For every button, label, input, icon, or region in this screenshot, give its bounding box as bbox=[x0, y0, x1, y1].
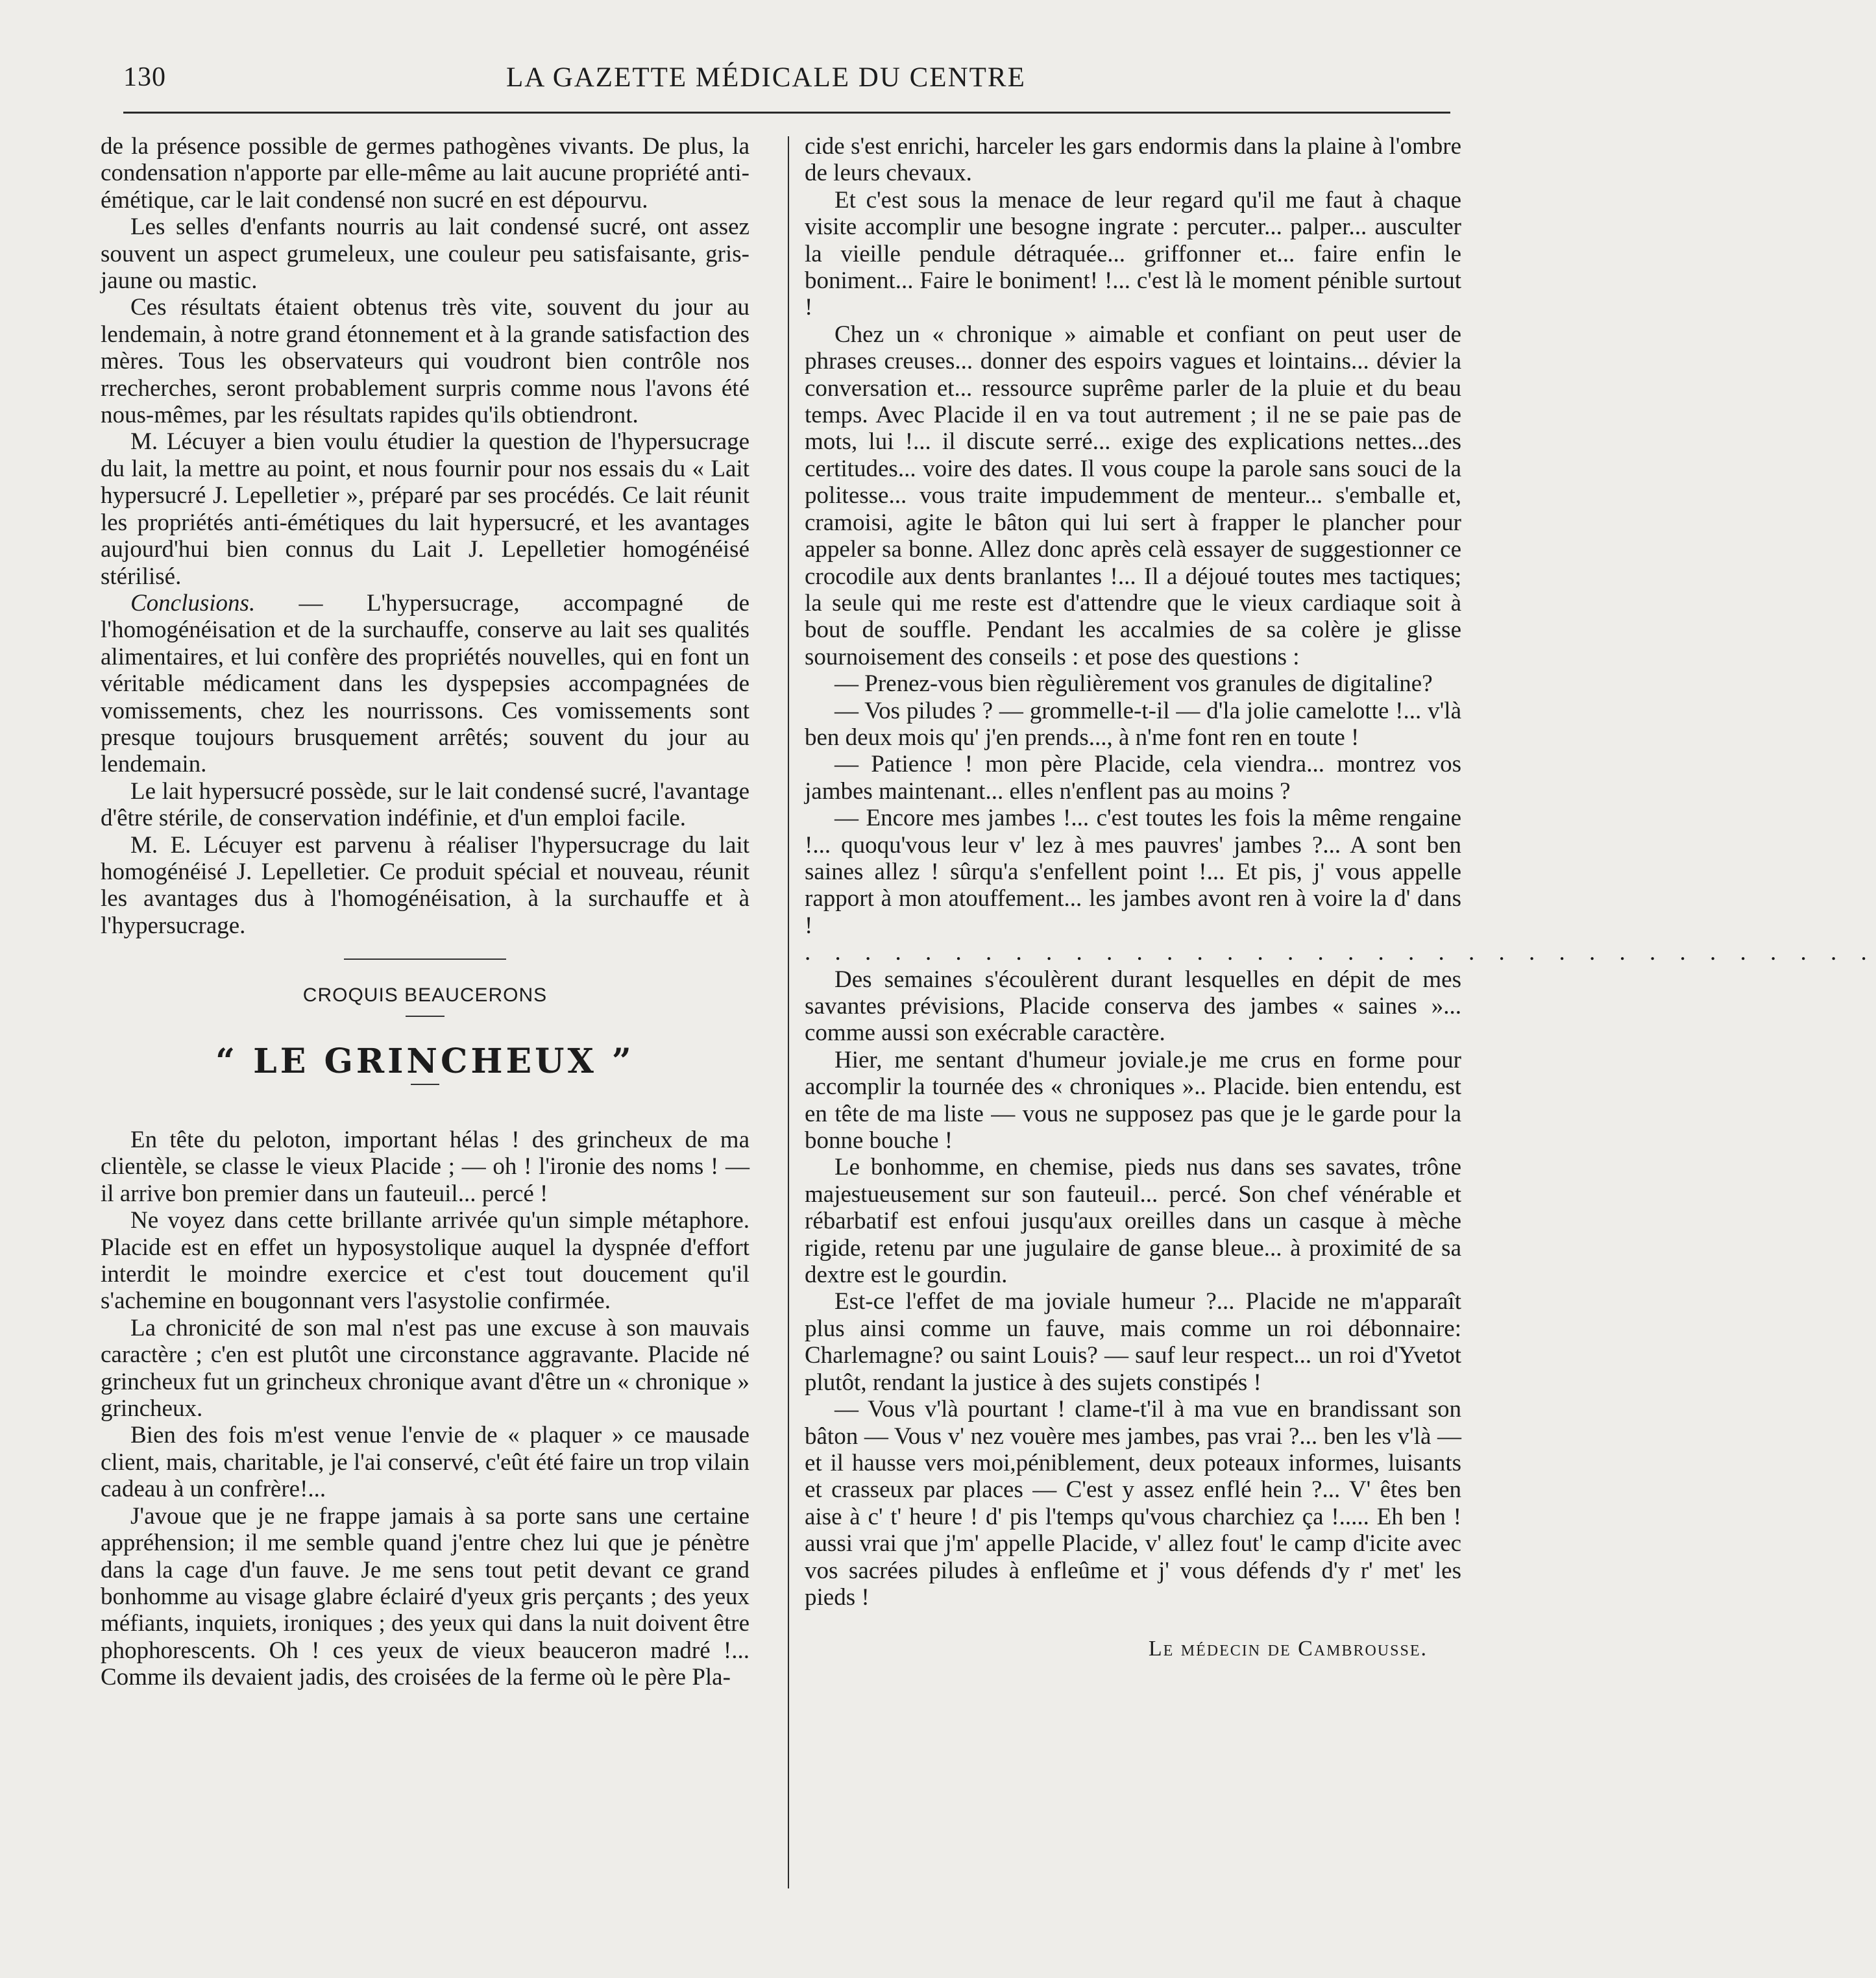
conclusions-label: Conclusions. bbox=[130, 589, 256, 617]
conclusions-text: — L'hypersucrage, accompagné de l'homogénéisation et de la surchauffe, conserve au lait ses qualités alimentaires, et lui confère des propriétés nouvelles, qui en font un véritable médicament dans les dyspepsies accompagnées de vomissements, chez les nourrissons. Ces vomissements sont presque toujours brusquement arrêtés; souvent du jour au lendemain. bbox=[101, 589, 749, 778]
story-paragraph: Et c'est sous la menace de leur regard qu'il me faut à chaque visite accomplir une besogne ingrate : percuter... palper... ausculter la vieille pendule détraquée... griffonner et... faire enfin le boniment... Faire le boniment! !... c'est là le moment pénible surtout ! bbox=[805, 186, 1461, 321]
section-label: CROQUIS BEAUCERONS bbox=[302, 984, 548, 1007]
paragraph: Ces résultats étaient obtenus très vite, souvent du jour au lendemain, à notre grand étonnement et à la grande satisfaction des mères. Tous les observateurs qui voudront bien contrôle nos rrecherches, seront probablement surpris comme nous l'avons été nous-mêmes, par les résultats rapides qu'ils obtiendront. bbox=[101, 294, 749, 429]
story-paragraph: Hier, me sentant d'humeur joviale.je me crus en forme pour accomplir la tournée des « chroniques ».. Placide. bien entendu, est en tête de ma liste — vous ne supposez pas que je le garde pour la bonne bouche ! bbox=[805, 1046, 1461, 1154]
story-paragraph: En tête du peloton, important hélas ! des grincheux de ma clientèle, se classe le vieux Placide ; — oh ! l'ironie des noms ! — il arrive bon premier dans un fauteuil... percé ! bbox=[101, 1127, 749, 1207]
dialogue-line: — Encore mes jambes !... c'est toutes les fois la même rengaine !... quoqu'vous leur v' lez à mes pauvres' jambes ?... A sont ben saines allez ! sûrqu'a s'enfellent point !... Et pis, j' vous appelle rapport à mon atouffement... les jambes avont ren à voire la d' dans ! bbox=[805, 805, 1461, 939]
article-title: “ LE GRINCHEUX ” bbox=[215, 1041, 635, 1081]
section-label-rule bbox=[406, 1016, 445, 1017]
story-paragraph: Ne voyez dans cette brillante arrivée qu'un simple métaphore. Placide est en effet un hyposystolique auquel la dyspnée d'effort interdit le moindre exercice et c'est tout doucement qu'il s'achemine en bougonnant vers l'asystolie confirmée. bbox=[101, 1207, 749, 1315]
column-divider bbox=[788, 136, 789, 1888]
left-column bbox=[101, 133, 749, 1691]
right-column bbox=[805, 133, 1876, 1663]
ellipsis-separator: . . . . . . . . . . . . . . . . . . . . . . . . . . . . . . . . . . . . bbox=[805, 939, 1876, 966]
header-rule bbox=[123, 112, 1450, 114]
paragraph: de la présence possible de germes pathogènes vivants. De plus, la condensation n'apporte par elle-même au lait aucune propriété anti-émétique, car le lait condensé non sucré en est dépourvu. bbox=[101, 133, 749, 214]
story-paragraph: cide s'est enrichi, harceler les gars endormis dans la plaine à l'ombre de leurs chevaux. bbox=[805, 133, 1461, 187]
story-paragraph: Le bonhomme, en chemise, pieds nus dans ses savates, trône majestueusement sur son fauteuil... percé. Son chef vénérable et rébarbatif est enfoui jusqu'aux oreilles dans un casque à mèche rigide, retenu par une jugulaire de ganse bleue... à proximité de sa dextre est le gourdin. bbox=[805, 1154, 1461, 1289]
article-title-rule bbox=[411, 1084, 439, 1085]
story-paragraph: La chronicité de son mal n'est pas une excuse à son mauvais caractère ; c'en est plutôt une circonstance aggravante. Placide né grincheux fut un grincheux chronique avant d'être un « chronique » grincheux. bbox=[101, 1314, 749, 1422]
paragraph: Le lait hypersucré possède, sur le lait condensé sucré, l'avantage d'être stérile, de conservation indéfinie, et d'un emploi facile. bbox=[101, 777, 749, 832]
story-paragraph: Est-ce l'effet de ma joviale humeur ?... Placide ne m'apparaît plus ainsi comme un fauve, mais comme un roi débonnaire: Charlemagne? ou saint Louis? — sauf leur respect... un roi d'Yvetot plutôt, rendant la justice à des sujets constipés ! bbox=[805, 1288, 1461, 1396]
dialogue-line: — Patience ! mon père Placide, cela viendra... montrez vos jambes maintenant... elles n'enflent pas au moins ? bbox=[805, 751, 1461, 805]
dialogue-line: — Vous v'là pourtant ! clame-t'il à ma vue en brandissant son bâton — Vous v' nez vouère mes jambes, pas vrai ?... ben les v'là — et il hausse vers moi,péniblement, deux poteaux informes, luisants et crasseux par places — C'est y assez enflé hein ?... V' êtes ben aise à c' t' heure ! d' pis l'temps qu'vous charchiez ça !..... Eh ben ! aussi vrai que j'm' appelle Placide, v' allez fout' le camp d'icite avec vos sacrées piludes à enfleûme et j' vous défends d'y r' met' les pieds ! bbox=[805, 1396, 1461, 1611]
journal-title: LA GAZETTE MÉDICALE DU CENTRE bbox=[506, 62, 1026, 93]
paragraph: M. E. Lécuyer est parvenu à réaliser l'hypersucrage du lait homogénéisé J. Lepelletier. Ce produit spécial et nouveau, réunit les avantages dus à l'homogénéisation, à la surchauffe et à l'hypersucrage. bbox=[101, 831, 749, 939]
running-header bbox=[123, 62, 1450, 101]
conclusions-paragraph bbox=[101, 590, 749, 778]
story-paragraph: J'avoue que je ne frappe jamais à sa porte sans une certaine appréhension; il me semble quand j'entre chez lui que je pénètre dans la cage d'un fauve. Je me sens tout petit devant ce grand bonhomme au visage glabre éclairé d'yeux gris perçants ; des yeux méfiants, inquiets, ironiques ; des yeux qui dans la nuit doivent être phophorescents. Oh ! ces yeux de vieux beauceron madré !... Comme ils devaient jadis, des croisées de la ferme où le père Pla- bbox=[101, 1502, 749, 1691]
paragraph: Les selles d'enfants nourris au lait condensé sucré, ont assez souvent un aspect grumeleux, une couleur peu satisfaisante, gris-jaune ou mastic. bbox=[101, 214, 749, 295]
section-separator bbox=[344, 958, 506, 960]
page-number: 130 bbox=[123, 62, 166, 92]
paragraph: M. Lécuyer a bien voulu étudier la question de l'hypersucrage du lait, la mettre au point, et nous fournir pour nos essais du « Lait hypersucré J. Lepelletier », préparé par ses procédés. Ce lait réunit les propriétés anti-émétiques du lait hypersucré, et les avantages aujourd'hui bien connus du Lait J. Lepelletier homogénéisé stérilisé. bbox=[101, 428, 749, 590]
author-signature: Le médecin de Cambrousse. bbox=[1148, 1637, 1428, 1661]
story-paragraph: Bien des fois m'est venue l'envie de « plaquer » ce mausade client, mais, charitable, je l'ai conservé, c'eût été faire un trop vilain cadeau à un confrère!... bbox=[101, 1422, 749, 1503]
dialogue-line: — Vos piludes ? — grommelle-t-il — d'la jolie camelotte !... v'là ben deux mois qu' j'en prends..., à n'me font ren en toute ! bbox=[805, 697, 1461, 751]
story-paragraph: Chez un « chronique » aimable et confiant on peut user de phrases creuses... donner des espoirs vagues et lointains... dévier la conversation et... ressource suprême parler de la pluie et du beau temps. Avec Placide il en va tout autrement ; il ne se paie pas de mots, lui !... il discute serré... exige des explications nettes...des certitudes... voire des dates. Il vous coupe la parole sans souci de la politesse... vous traite impudemment de menteur... s'emballe et, cramoisi, agite le bâton qui lui sert à frapper le plancher pour appeler sa bonne. Allez donc après celà essayer de suggestionner ce crocodile aux dents branlantes !... Il a déjoué toutes mes tactiques; la seule qui me reste est d'attendre que le vieux cardiaque soit à bout de souffle. Pendant les accalmies de sa colère je glisse sournoisement des conseils : et pose des questions : bbox=[805, 321, 1461, 670]
story-paragraph: Des semaines s'écoulèrent durant lesquelles en dépit de mes savantes prévisions, Placide conserva des jambes « saines »... comme aussi son exécrable caractère. bbox=[805, 966, 1461, 1047]
dialogue-line: — Prenez-vous bien règulièrement vos granules de digitaline? bbox=[834, 670, 1433, 698]
